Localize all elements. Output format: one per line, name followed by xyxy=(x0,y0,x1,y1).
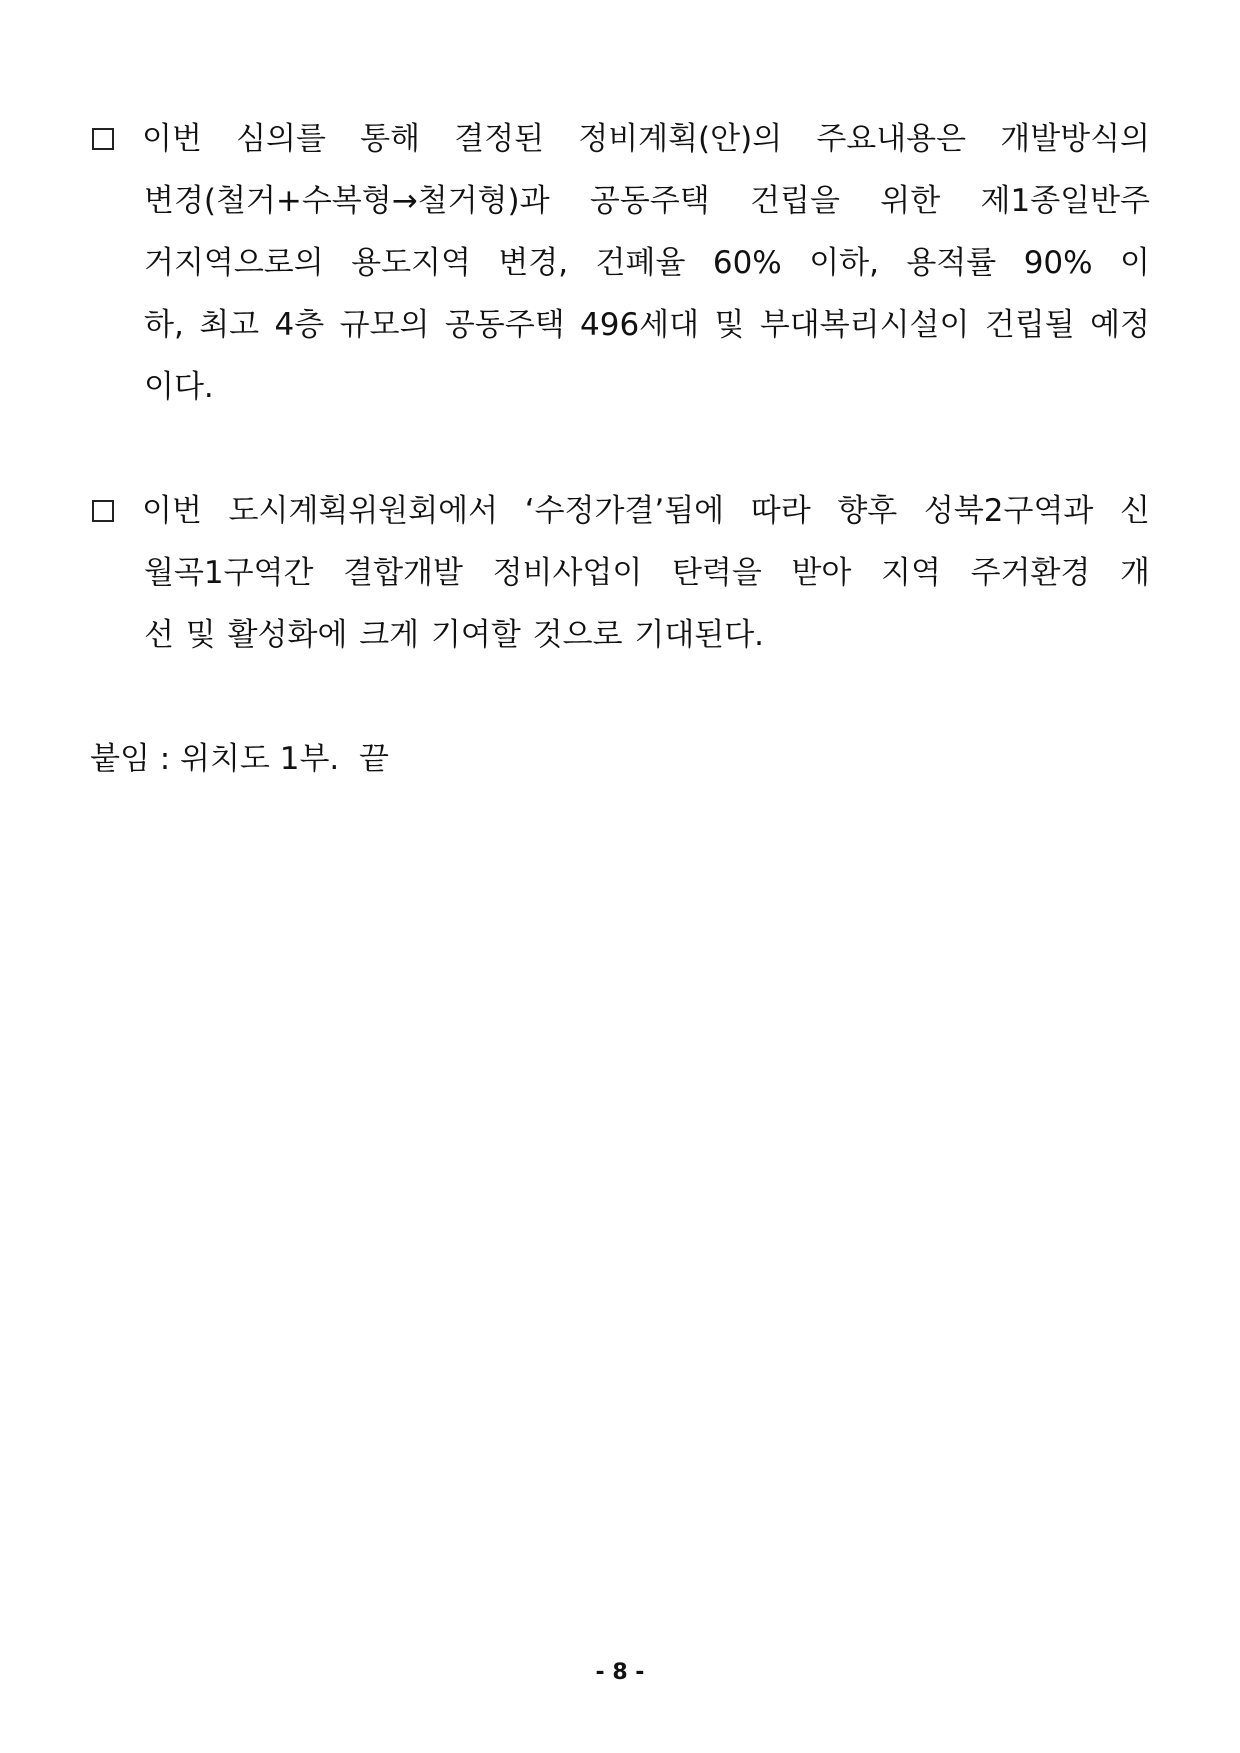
paragraph-line: 이다. xyxy=(144,369,214,405)
paragraph-line: 월곡1구역간 결합개발 정비사업이 탄력을 받아 지역 주거환경 개 xyxy=(144,555,1150,591)
paragraph-line xyxy=(90,480,1150,542)
paragraph-line xyxy=(90,108,1150,170)
paragraph-line: 하, 최고 4층 규모의 공동주택 496세대 및 부대복리시설이 건립될 예정 xyxy=(144,307,1150,343)
paragraph-plan-summary xyxy=(90,108,1150,418)
attachment-note: 붙임 : 위치도 1부. 끝 xyxy=(90,741,389,777)
paragraph-line: 거지역으로의 용도지역 변경, 건폐율 60% 이하, 용적률 90% 이 xyxy=(144,245,1150,281)
checkbox-bullet-icon xyxy=(92,500,114,522)
paragraph-line-text: 이번 심의를 통해 결정된 정비계획(안)의 주요내용은 개발방식의 xyxy=(142,121,1150,157)
paragraph-expected-effect xyxy=(90,480,1150,666)
paragraph-line: 선 및 활성화에 크게 기여할 것으로 기대된다. xyxy=(144,617,765,653)
checkbox-bullet-icon xyxy=(92,128,114,150)
paragraph-line: 변경(철거+수복형→철거형)과 공동주택 건립을 위한 제1종일반주 xyxy=(144,183,1150,219)
page-number: - 8 - xyxy=(595,1660,645,1685)
paragraph-line-text: 이번 도시계획위원회에서 ‘수정가결’됨에 따라 향후 성북2구역과 신 xyxy=(142,493,1150,529)
